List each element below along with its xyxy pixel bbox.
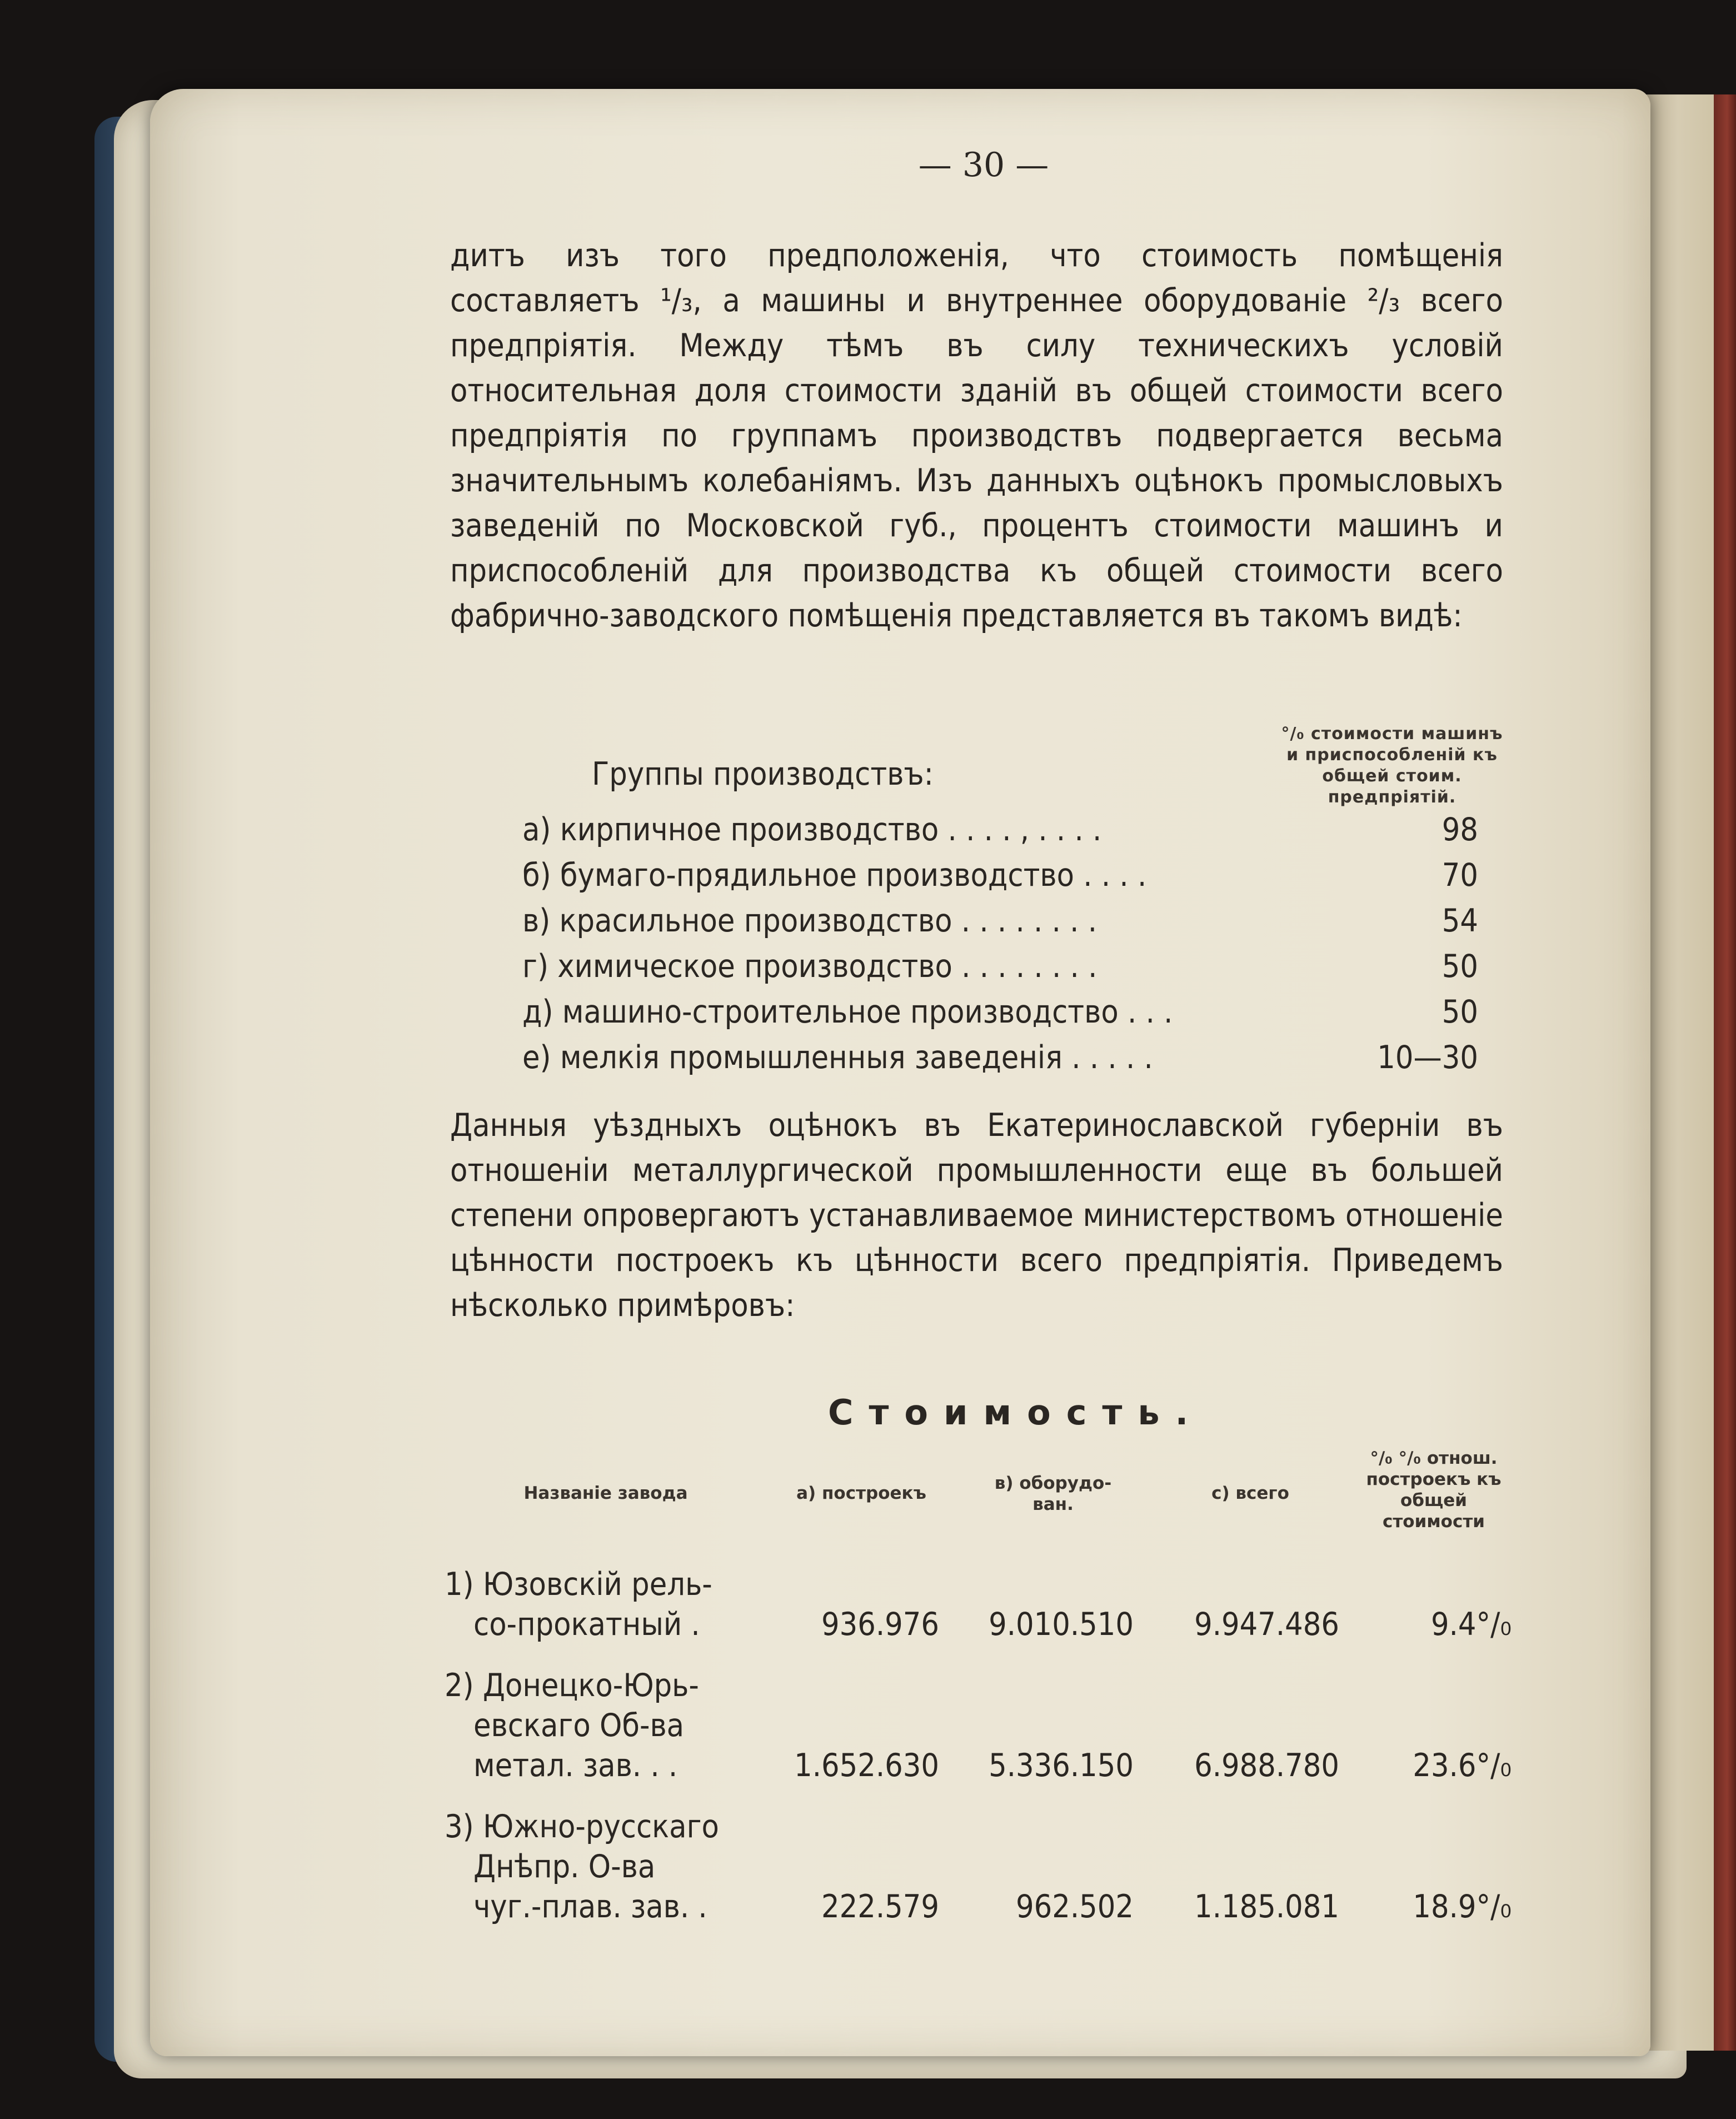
groups-table [522, 811, 1511, 1085]
group-value: 10—30 [1377, 1039, 1478, 1076]
factory-name-line: метал. зав. . . [473, 1747, 678, 1784]
equipment-value: 962.502 [1016, 1888, 1134, 1925]
page-number: — 30 — [918, 146, 1049, 185]
factory-name-line: 1) Юзовскій рель- [445, 1566, 712, 1603]
table-row [445, 1807, 1511, 1927]
buildings-value: 936.976 [821, 1606, 939, 1643]
table-row [522, 903, 1511, 948]
header-equipment: в) оборудо-ван. [994, 1473, 1112, 1514]
group-label: б) бумаго-прядильное производство . . . . [522, 857, 1147, 894]
table-row [522, 811, 1511, 857]
buildings-value: 1.652.630 [794, 1747, 939, 1784]
header-buildings: а) построекъ [796, 1483, 926, 1503]
percent-column-header: °/₀ стоимости машинъ и приспособленій къ общей стоим. предпріятій. [1281, 724, 1503, 807]
factory-name [445, 1666, 756, 1786]
percent-value: 23.6°/₀ [1413, 1747, 1511, 1784]
table-row [522, 1039, 1511, 1085]
factory-name-line: чуг.-плав. зав. . [473, 1888, 707, 1925]
factory-name [445, 1564, 756, 1644]
paragraph-text: дитъ изъ того предположенія, что стоимость помѣщенія составляетъ ¹/₃, а машины и внутреннее оборудованіе ²/₃ всего предпріятія. Между тѣмъ въ силу техническихъ условій относительная доля стоимости зданій въ общей стоимости всего предпріятія по группамъ производствъ подвергается весьма значительнымъ колебаніямъ. Изъ данныхъ оцѣнокъ промысловыхъ заведеній по Московской губ., процентъ стоимости машинъ и приспособленій для производства къ общей стоимости всего фабрично-заводского помѣщенія представляется въ такомъ видѣ: [450, 237, 1503, 634]
table-row [445, 1564, 1511, 1644]
factory-name-line: евскаго Об-ва [473, 1707, 685, 1744]
total-value: 9.947.486 [1194, 1606, 1339, 1643]
header-percent: °/₀ °/₀ отнош. построекъ къ общей стоимости [1366, 1448, 1501, 1532]
group-label: е) мелкія промышленныя заведенія . . . . . [522, 1039, 1153, 1076]
factory-name-line: 3) Южно-русскаго [445, 1808, 719, 1845]
factory-name [445, 1807, 756, 1927]
facing-page-edge [1639, 94, 1736, 2051]
group-value: 50 [1441, 994, 1478, 1030]
factory-name-line: Днѣпр. О-ва [473, 1848, 656, 1885]
paragraph-text: Данныя уѣздныхъ оцѣнокъ въ Екатеринославской губерніи въ отношеніи металлургической промышленности еще въ большей степени опровергаютъ устанавливаемое министерствомъ отношеніе цѣнности построекъ къ цѣнности всего предпріятія. Приведемъ нѣсколько примѣровъ: [450, 1107, 1503, 1324]
percent-value: 9.4°/₀ [1431, 1606, 1511, 1643]
factory-name-line: 2) Донецко-Юрь- [445, 1667, 699, 1704]
group-label: г) химическое производство . . . . . . . . [522, 948, 1098, 985]
buildings-value: 222.579 [821, 1888, 939, 1925]
cost-table [445, 1564, 1511, 1948]
cost-table-title: Стоимость. [828, 1392, 1204, 1433]
groups-column-header: Группы производствъ: [592, 756, 934, 792]
table-row [522, 857, 1511, 903]
total-value: 1.185.081 [1194, 1888, 1339, 1925]
equipment-value: 5.336.150 [989, 1747, 1134, 1784]
equipment-value: 9.010.510 [989, 1606, 1134, 1643]
percent-value: 18.9°/₀ [1413, 1888, 1511, 1925]
paragraph-second [450, 1103, 1503, 1337]
group-value: 50 [1441, 948, 1478, 985]
header-total: с) всего [1211, 1483, 1289, 1503]
group-label: в) красильное производство . . . . . . . . [522, 903, 1098, 939]
header-factory-name: Названіе завода [523, 1483, 688, 1503]
group-value: 70 [1441, 857, 1478, 894]
factory-name-line: со-прокатный . [473, 1606, 700, 1643]
table-row [522, 948, 1511, 994]
book-spine [1714, 94, 1736, 2051]
paragraph-intro [450, 233, 1503, 695]
table-row [445, 1666, 1511, 1786]
group-label: д) машино-строительное производство . . . [522, 994, 1173, 1030]
total-value: 6.988.780 [1194, 1747, 1339, 1784]
table-row [522, 994, 1511, 1039]
group-label: а) кирпичное производство . . . . , . . . . [522, 811, 1102, 848]
group-value: 54 [1441, 903, 1478, 939]
group-value: 98 [1441, 811, 1478, 848]
